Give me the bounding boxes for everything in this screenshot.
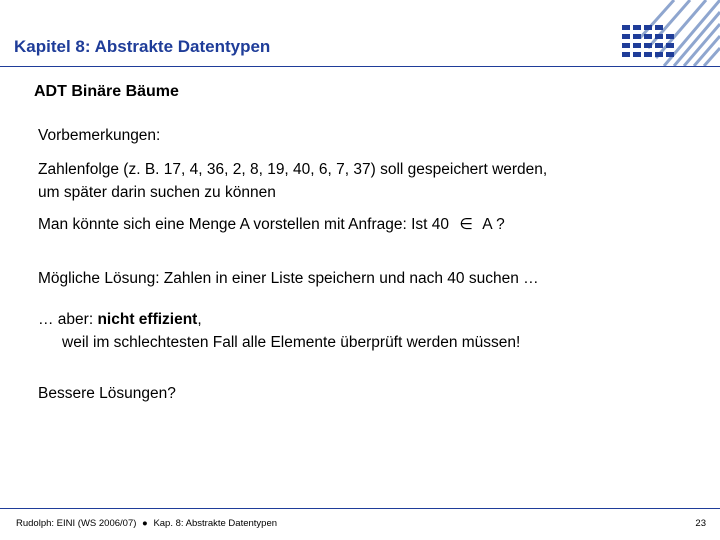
page-title: Kapitel 8: Abstrakte Datentypen — [14, 37, 271, 56]
paragraph-sequence-line1: Zahlenfolge (z. B. 17, 4, 36, 2, 8, 19, 40, 6, 7, 37) soll gespeichert werden, — [38, 161, 548, 178]
set-query-suffix: A ? — [482, 216, 505, 233]
paragraph-efficiency — [38, 308, 520, 354]
efficiency-line2: weil im schlechtesten Fall alle Elemente überprüft werden müssen! — [62, 334, 521, 351]
bullet-icon: ● — [142, 518, 148, 529]
paragraph-sequence — [38, 158, 547, 204]
efficiency-line1 — [38, 308, 520, 331]
paragraph-intro: Vorbemerkungen: — [38, 127, 161, 144]
paragraph-set-query — [38, 213, 505, 236]
header-divider — [0, 66, 720, 67]
element-of-symbol: ∈ — [459, 216, 473, 233]
slide-subtitle: ADT Binäre Bäume — [34, 83, 179, 100]
efficiency-prefix: … aber: — [38, 311, 98, 328]
efficiency-suffix: , — [197, 311, 202, 328]
paragraph-solution: Mögliche Lösung: Zahlen in einer Liste speichern und nach 40 suchen … — [38, 270, 539, 287]
footer-divider — [0, 508, 720, 509]
paragraph-sequence-line2: um später darin suchen zu können — [38, 184, 276, 201]
page-number: 23 — [695, 518, 706, 529]
footer-course: Rudolph: EINI (WS 2006/07) — [16, 518, 137, 529]
university-logo-icon — [616, 0, 720, 66]
footer-chapter: Kap. 8: Abstrakte Datentypen — [153, 518, 278, 529]
paragraph-better: Bessere Lösungen? — [38, 385, 176, 402]
efficiency-bold: nicht effizient — [97, 311, 198, 328]
footer-info — [16, 518, 277, 529]
set-query-text: Man könnte sich eine Menge A vorstellen mit Anfrage: Ist 40 — [38, 216, 449, 233]
